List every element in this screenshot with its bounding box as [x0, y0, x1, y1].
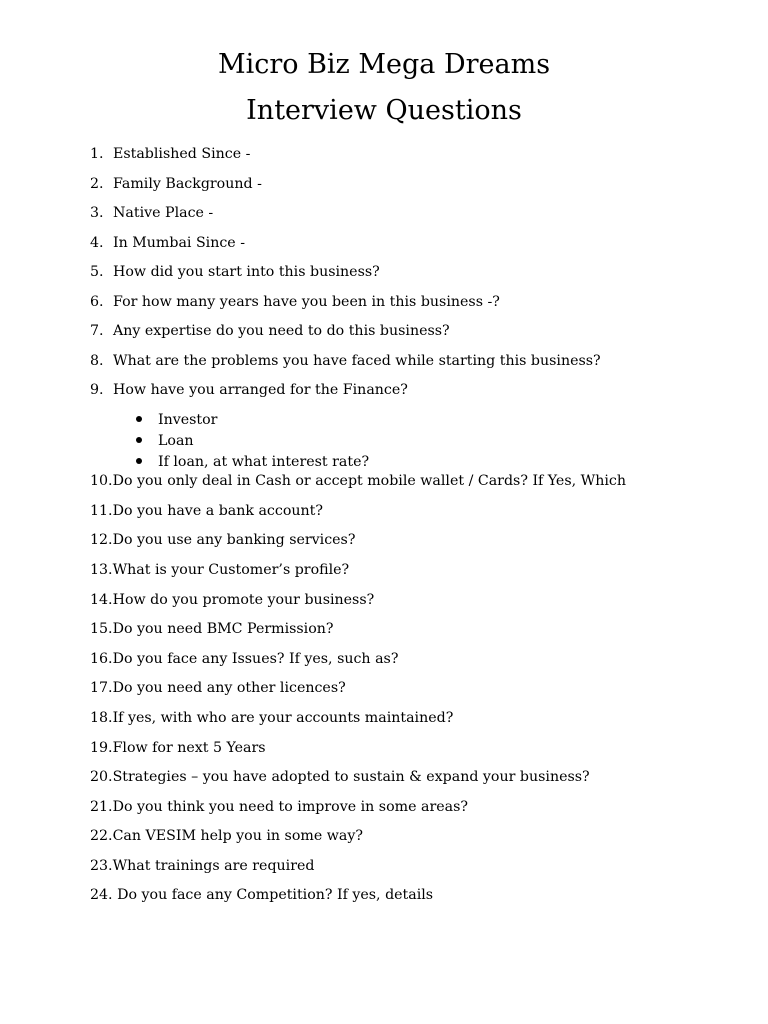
question-item	[90, 798, 468, 816]
bullet-item	[136, 411, 217, 429]
question-text: Do you only deal in Cash or accept mobile wallet / Cards? If Yes, Which	[112, 473, 626, 489]
question-number: 11.	[90, 503, 113, 519]
question-item	[90, 709, 453, 727]
question-item	[90, 827, 363, 845]
question-item	[90, 531, 355, 549]
question-number: 14.	[90, 592, 113, 608]
document-subtitle: Interview Questions	[246, 95, 522, 126]
question-number: 9.	[90, 382, 104, 398]
question-item	[90, 650, 398, 668]
question-text: For how many years have you been in this business -?	[113, 294, 500, 310]
question-number: 7.	[90, 323, 104, 339]
question-text: Flow for next 5 Years	[112, 740, 266, 756]
question-number: 20.	[90, 769, 113, 785]
question-number: 22.	[90, 828, 113, 844]
question-text: Any expertise do you need to do this business?	[113, 323, 450, 339]
bullet-icon	[136, 437, 142, 443]
question-item	[90, 145, 250, 163]
question-item	[90, 175, 262, 193]
bullet-item	[136, 432, 194, 450]
question-text: Do you have a bank account?	[112, 503, 323, 519]
question-text: How have you arranged for the Finance?	[113, 382, 408, 398]
question-text: What is your Customer’s profile?	[112, 562, 350, 578]
question-number: 18.	[90, 710, 113, 726]
question-item	[90, 502, 323, 520]
question-item	[90, 679, 346, 697]
question-item	[90, 381, 408, 399]
bullet-text: Investor	[158, 412, 218, 428]
question-item	[90, 352, 601, 370]
question-item	[90, 472, 626, 490]
question-text: What trainings are required	[112, 858, 315, 874]
question-item	[90, 204, 213, 222]
question-item	[90, 620, 334, 638]
question-number: 15.	[90, 621, 113, 637]
question-number: 17.	[90, 680, 113, 696]
question-text: Do you face any Competition? If yes, details	[112, 887, 434, 903]
question-text: In Mumbai Since -	[113, 235, 245, 251]
document-title: Micro Biz Mega Dreams	[217, 49, 551, 80]
question-number: 2.	[90, 176, 104, 192]
question-text: Native Place -	[113, 205, 214, 221]
question-text: Strategies – you have adopted to sustain & expand your business?	[112, 769, 590, 785]
bullet-icon	[136, 416, 142, 422]
question-number: 23.	[90, 858, 113, 874]
question-text: What are the problems you have faced while starting this business?	[113, 353, 601, 369]
question-text: Do you think you need to improve in some areas?	[112, 799, 468, 815]
question-item	[90, 886, 433, 904]
question-text: Do you face any Issues? If yes, such as?	[112, 651, 399, 667]
question-item	[90, 263, 380, 281]
question-number: 8.	[90, 353, 104, 369]
question-number: 19.	[90, 740, 113, 756]
bullet-text: Loan	[158, 433, 194, 449]
bullet-icon	[136, 458, 142, 464]
question-item	[90, 293, 500, 311]
question-number: 16.	[90, 651, 113, 667]
question-number: 10.	[90, 473, 113, 489]
question-number: 6.	[90, 294, 104, 310]
question-text: Established Since -	[113, 146, 251, 162]
question-item	[90, 739, 266, 757]
question-text: Do you use any banking services?	[112, 532, 356, 548]
question-text: If yes, with who are your accounts maintained?	[112, 710, 454, 726]
question-number: 13.	[90, 562, 113, 578]
question-text: Do you need any other licences?	[112, 680, 346, 696]
bullet-text: If loan, at what interest rate?	[158, 454, 370, 470]
question-number: 12.	[90, 532, 113, 548]
question-number: 1.	[90, 146, 104, 162]
question-item	[90, 591, 374, 609]
question-text: Family Background -	[113, 176, 262, 192]
question-text: Can VESIM help you in some way?	[112, 828, 363, 844]
question-number: 24.	[90, 887, 113, 903]
question-item	[90, 768, 590, 786]
question-text: How do you promote your business?	[112, 592, 375, 608]
question-number: 5.	[90, 264, 104, 280]
question-text: Do you need BMC Permission?	[112, 621, 334, 637]
question-item	[90, 234, 245, 252]
question-item	[90, 857, 314, 875]
question-number: 21.	[90, 799, 113, 815]
question-number: 4.	[90, 235, 104, 251]
bullet-item	[136, 453, 369, 471]
question-text: How did you start into this business?	[113, 264, 380, 280]
question-number: 3.	[90, 205, 104, 221]
question-item	[90, 322, 450, 340]
question-item	[90, 561, 349, 579]
